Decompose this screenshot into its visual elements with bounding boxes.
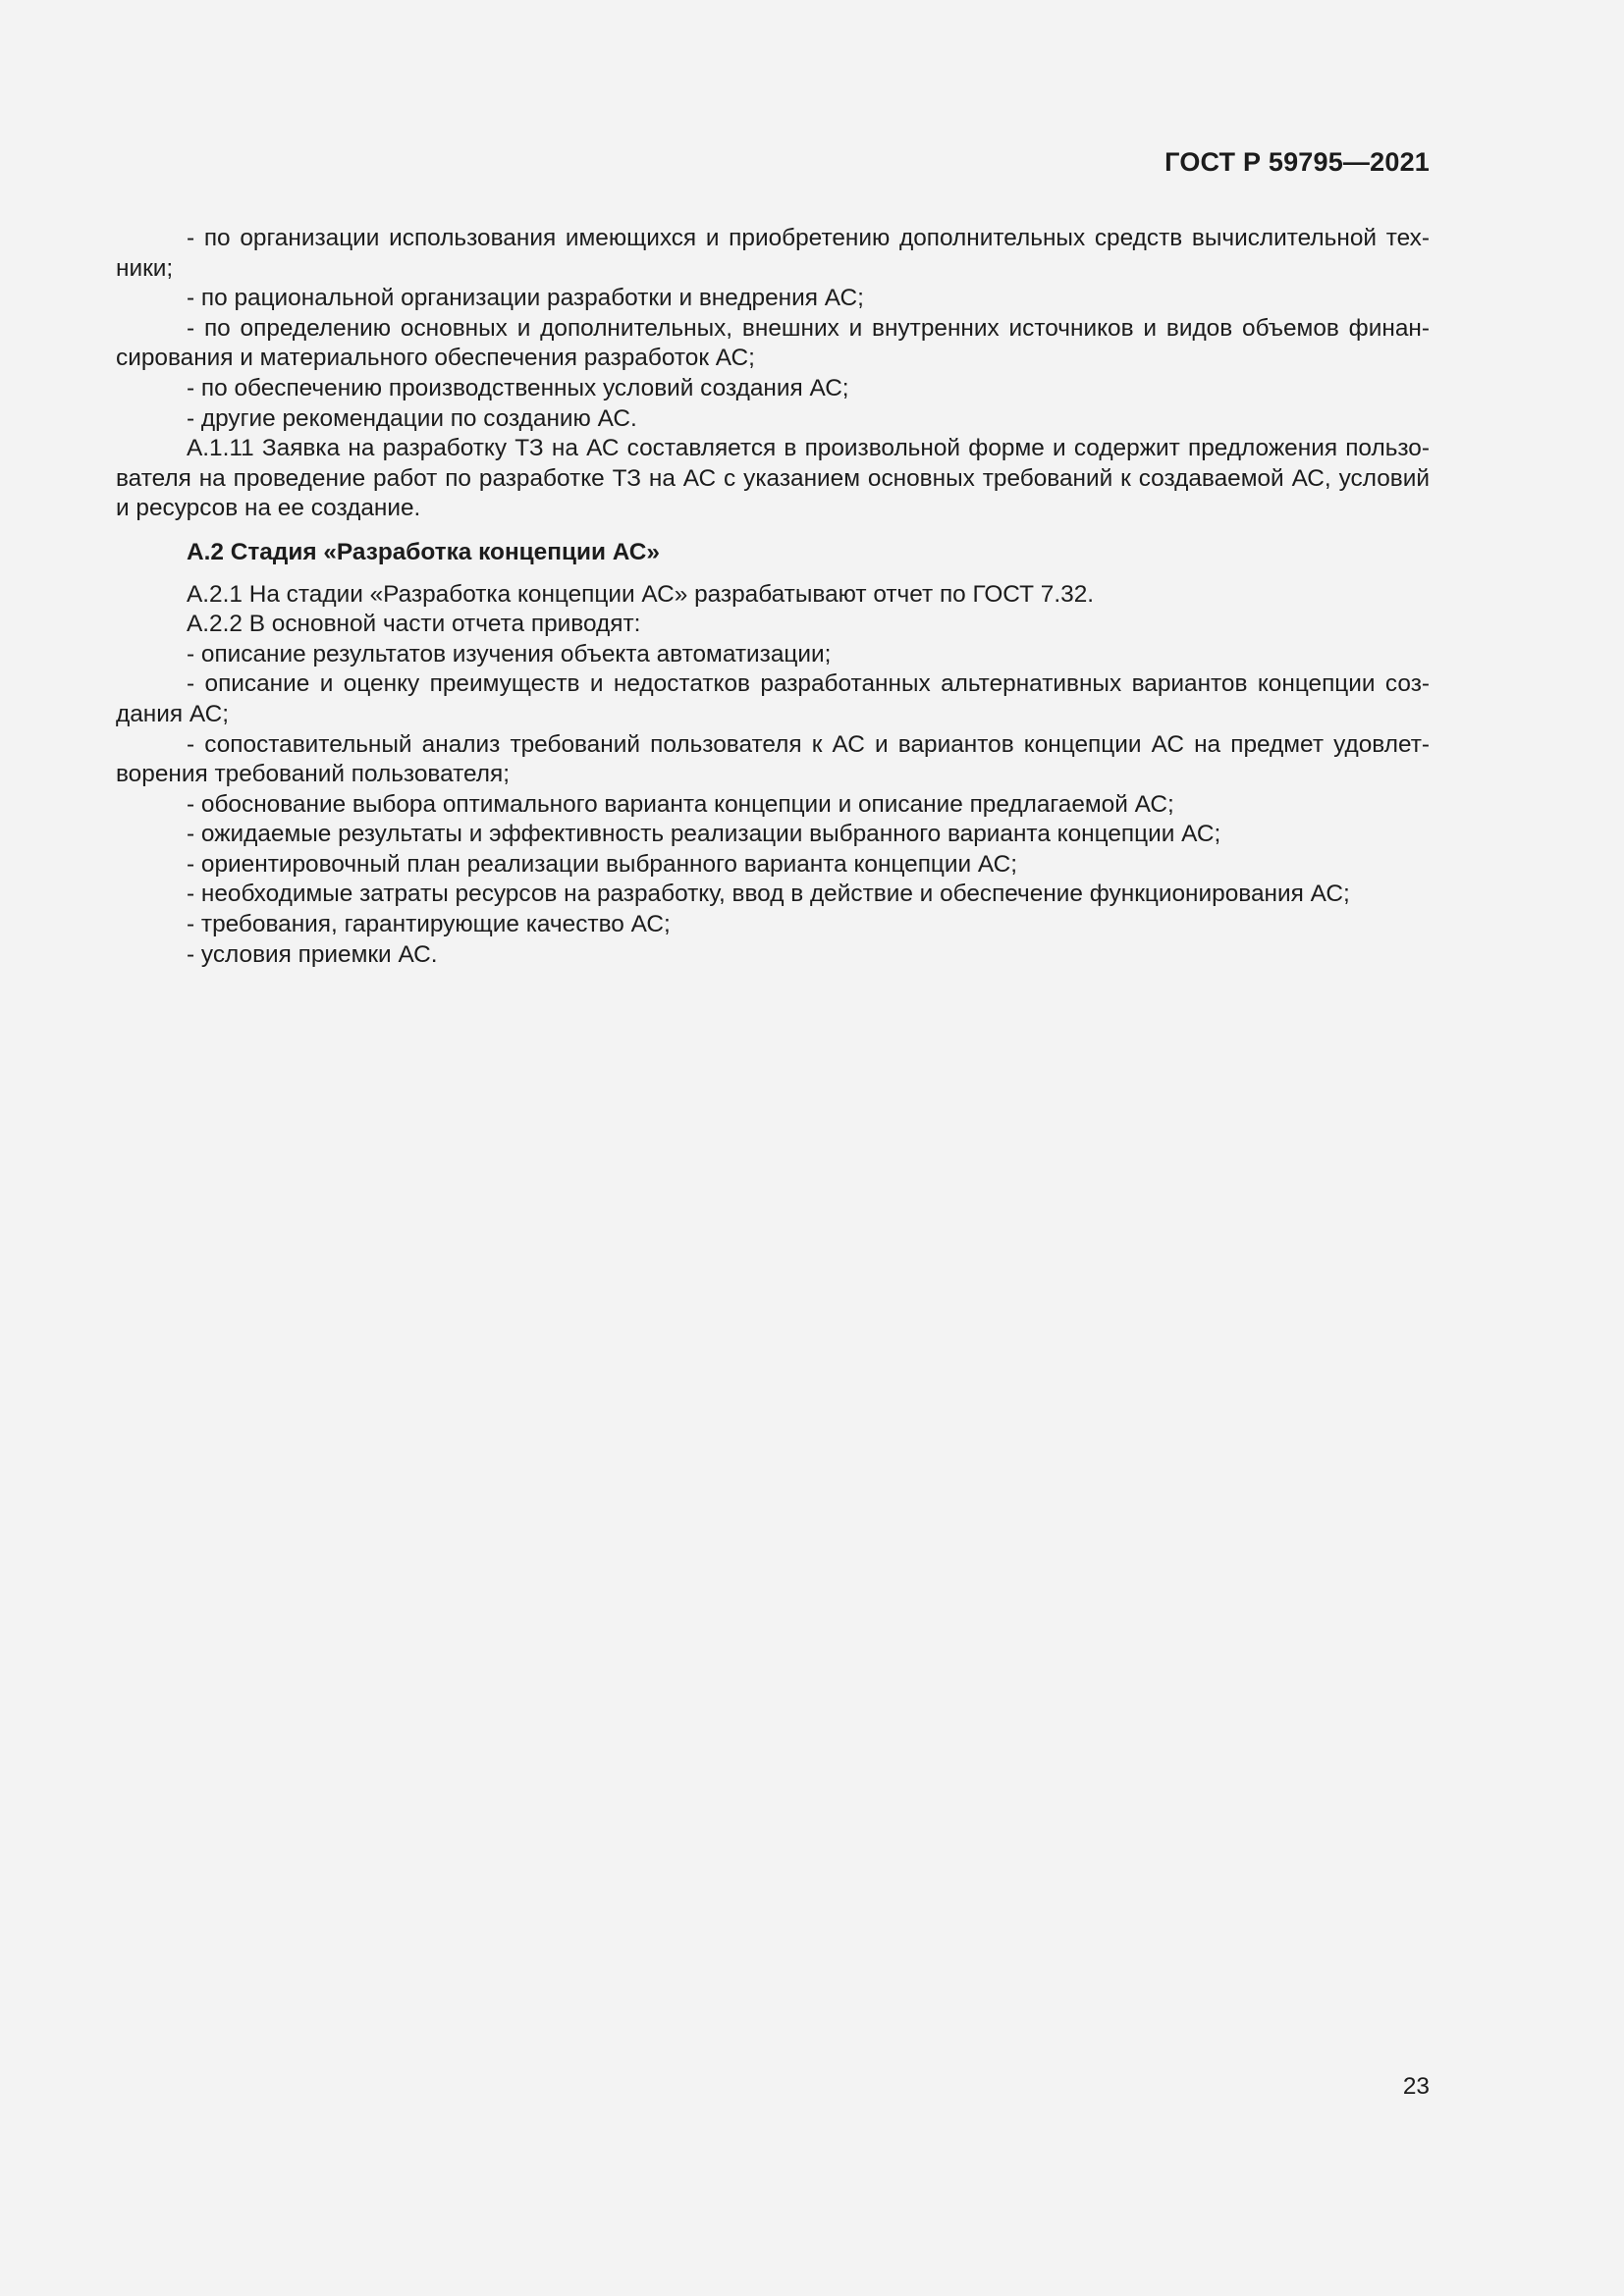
section-heading: А.2 Стадия «Разработка концепции АС» xyxy=(187,538,660,565)
list-item: - сопоставительный анализ требований пользователя к АС и вариантов концепции АС на предмет удовлет-ворения требований пользователя; xyxy=(116,730,1430,788)
clause-paragraph: А.2.2 В основной части отчета приводят: xyxy=(187,611,641,638)
list-item: - ориентировочный план реализации выбранного варианта концепции АС; xyxy=(187,850,1018,878)
page-content xyxy=(116,224,1430,970)
list-item: - ожидаемые результаты и эффективность реализации выбранного варианта концепции АС; xyxy=(187,821,1221,848)
list-item: - описание результатов изучения объекта автоматизации; xyxy=(187,640,832,667)
document-standard-code: ГОСТ Р 59795—2021 xyxy=(1164,147,1430,177)
list-item: - другие рекомендации по созданию АС. xyxy=(187,404,637,432)
clause-paragraph: А.1.11 Заявка на разработку ТЗ на АС составляется в произвольной форме и содержит предложения пользо-вателя на проведение работ по разработке ТЗ на АС с указанием основных требований к создаваемой АС, условий и ресурсов на ее создание. xyxy=(116,435,1430,522)
list-item: - по определению основных и дополнительных, внешних и внутренних источников и видов объемов финан-сирования и материального обеспечения разработок АС; xyxy=(116,314,1430,372)
list-item: - требования, гарантирующие качество АС; xyxy=(187,911,671,938)
list-item: - по организации использования имеющихся и приобретению дополнительных средств вычислительной тех-ники; xyxy=(116,225,1430,282)
list-item: - обоснование выбора оптимального варианта концепции и описание предлагаемой АС; xyxy=(187,790,1174,818)
list-item: - описание и оценку преимуществ и недостатков разработанных альтернативных вариантов концепции соз-дания АС; xyxy=(116,670,1430,727)
list-item: - по рациональной организации разработки и внедрения АС; xyxy=(187,285,864,312)
list-item: - необходимые затраты ресурсов на разработку, ввод в действие и обеспечение функционирования АС; xyxy=(187,881,1350,908)
list-item: - условия приемки АС. xyxy=(187,940,438,968)
list-item: - по обеспечению производственных условий создания АС; xyxy=(187,374,849,401)
clause-paragraph: А.2.1 На стадии «Разработка концепции АС» разрабатывают отчет по ГОСТ 7.32. xyxy=(187,580,1095,608)
page-number: 23 xyxy=(1402,2073,1430,2100)
